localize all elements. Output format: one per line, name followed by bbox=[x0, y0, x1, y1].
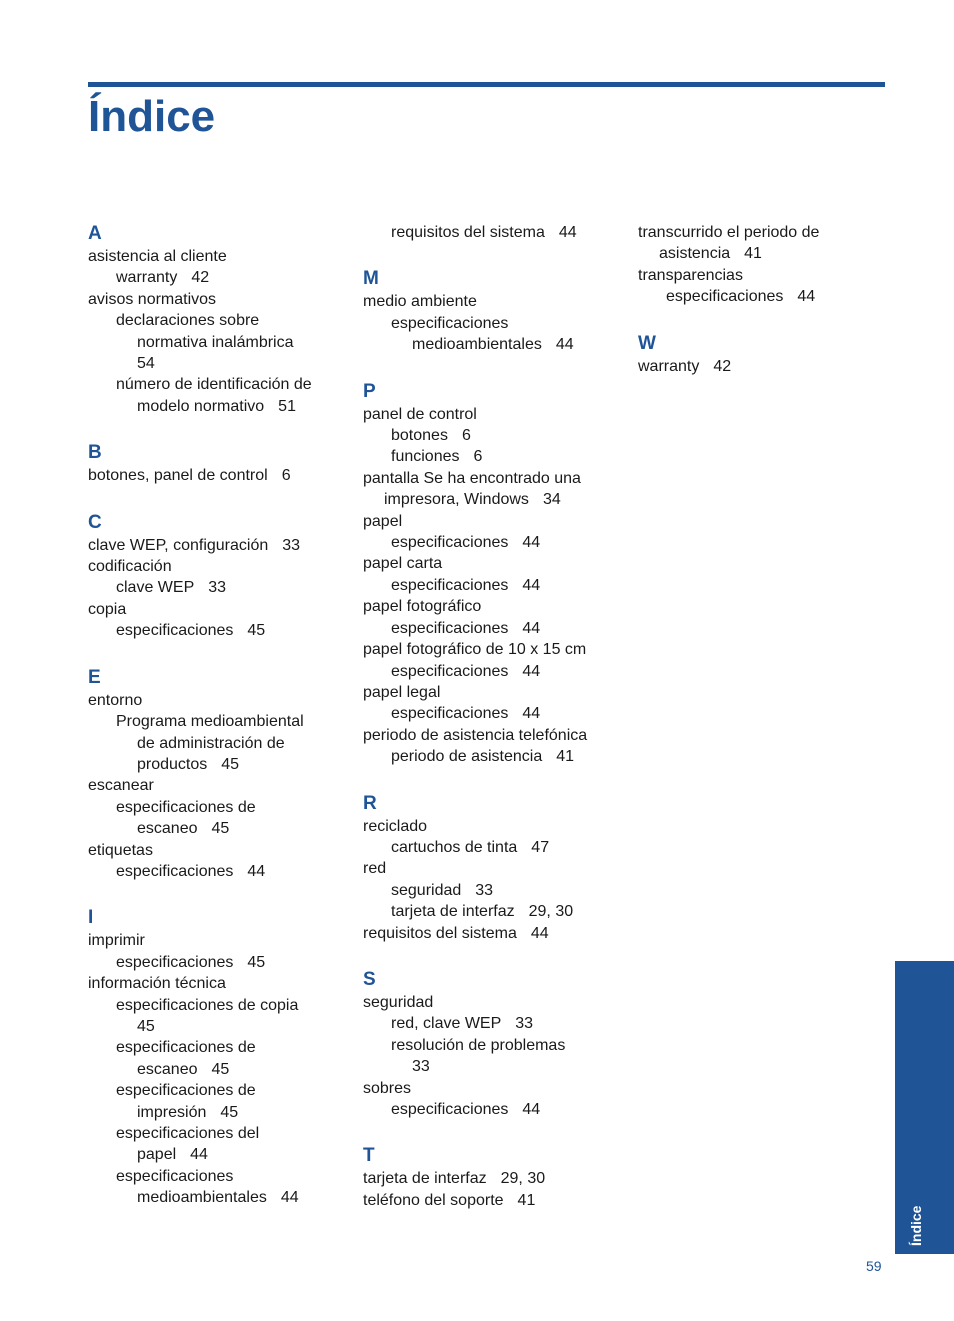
entry-term: papel bbox=[363, 512, 403, 530]
entry-page-ref: 45 bbox=[247, 953, 266, 971]
index-entry bbox=[88, 535, 348, 556]
entry-term: papel legal bbox=[363, 683, 441, 701]
entry-page-ref: 44 bbox=[558, 224, 577, 241]
entry-term: impresora, Windows bbox=[384, 491, 529, 509]
entry-page-ref: 42 bbox=[191, 269, 210, 287]
index-entry bbox=[363, 639, 623, 660]
index-entry bbox=[363, 313, 623, 334]
index-entry bbox=[88, 396, 348, 417]
entry-page-ref: 33 bbox=[282, 536, 301, 554]
entry-page-ref: 6 bbox=[473, 448, 483, 466]
index-entry bbox=[88, 465, 348, 486]
index-entry bbox=[363, 596, 623, 617]
index-entry bbox=[88, 818, 348, 839]
index-entry bbox=[363, 1035, 623, 1056]
index-entry bbox=[363, 661, 623, 682]
index-column-3 bbox=[638, 222, 868, 401]
index-entry bbox=[363, 1099, 623, 1120]
index-entry bbox=[638, 265, 868, 286]
index-entry bbox=[88, 930, 348, 951]
section-letter: M bbox=[363, 268, 379, 290]
index-entry bbox=[363, 222, 623, 243]
index-entry bbox=[363, 746, 623, 767]
index-entry bbox=[638, 286, 868, 307]
index-section bbox=[88, 511, 348, 642]
section-letter: S bbox=[363, 968, 376, 990]
entry-page-ref: 45 bbox=[211, 1060, 230, 1078]
entry-term: requisitos del sistema bbox=[391, 224, 545, 241]
entry-page-ref: 6 bbox=[281, 467, 291, 485]
index-entry bbox=[638, 222, 868, 243]
index-entry bbox=[88, 1080, 348, 1101]
entry-term: papel fotográfico bbox=[363, 598, 482, 616]
section-letter: R bbox=[363, 792, 377, 814]
index-entry bbox=[88, 1102, 348, 1123]
entry-page-ref: 51 bbox=[278, 397, 296, 415]
index-entry bbox=[88, 973, 348, 994]
side-tab-label: Índice bbox=[908, 1205, 924, 1246]
entry-page-ref: 44 bbox=[522, 662, 541, 680]
entry-term: especificaciones de bbox=[116, 1039, 256, 1057]
index-entry bbox=[363, 553, 623, 574]
section-letter: P bbox=[363, 380, 376, 402]
entry-term: seguridad bbox=[363, 993, 434, 1011]
index-entry bbox=[88, 599, 348, 620]
entry-term: número de identificación de bbox=[116, 376, 312, 394]
index-entry bbox=[363, 291, 623, 312]
entry-term: especificaciones bbox=[391, 534, 509, 552]
index-entry bbox=[88, 310, 348, 331]
entry-page-ref: 45 bbox=[221, 755, 240, 773]
index-entry bbox=[363, 489, 623, 510]
index-entry bbox=[88, 1037, 348, 1058]
index-entry bbox=[88, 1123, 348, 1144]
entry-page-ref: 6 bbox=[461, 427, 471, 445]
index-entry bbox=[88, 1016, 348, 1037]
section-letter: T bbox=[363, 1145, 375, 1167]
entry-term: especificaciones bbox=[666, 288, 784, 306]
entry-term: especificaciones bbox=[391, 705, 509, 723]
entry-term: 45 bbox=[137, 1017, 155, 1035]
entry-term: medioambientales bbox=[412, 336, 542, 354]
index-section bbox=[88, 666, 348, 883]
page-title: Índice bbox=[88, 92, 216, 141]
entry-term: medio ambiente bbox=[363, 293, 477, 311]
entry-term: botones, panel de control bbox=[88, 467, 268, 485]
entry-term: imprimir bbox=[88, 932, 145, 950]
page-number: 59 bbox=[866, 1258, 882, 1274]
entry-page-ref: 44 bbox=[530, 924, 549, 942]
index-entry bbox=[88, 690, 348, 711]
entry-term: transparencias bbox=[638, 266, 743, 284]
entry-page-ref: 41 bbox=[517, 1191, 536, 1209]
entry-term: periodo de asistencia bbox=[391, 748, 543, 766]
index-entry bbox=[88, 840, 348, 861]
index-entry bbox=[88, 797, 348, 818]
entry-page-ref: 44 bbox=[522, 1101, 541, 1118]
entry-page-ref: 34 bbox=[542, 491, 561, 509]
entry-term: codificación bbox=[88, 558, 172, 576]
entry-page-ref: 41 bbox=[556, 748, 575, 766]
entry-term: asistencia al cliente bbox=[88, 248, 227, 265]
entry-page-ref: 45 bbox=[247, 622, 266, 640]
entry-term: impresión bbox=[137, 1103, 207, 1121]
index-entry bbox=[363, 858, 623, 879]
index-entry bbox=[363, 404, 623, 425]
entry-term: especificaciones bbox=[391, 662, 509, 680]
entry-term: pantalla Se ha encontrado una bbox=[363, 469, 581, 487]
entry-term: especificaciones del bbox=[116, 1125, 260, 1142]
entry-page-ref: 45 bbox=[211, 820, 230, 838]
index-entry bbox=[363, 511, 623, 532]
index-entry bbox=[363, 901, 623, 922]
entry-term: especificaciones bbox=[116, 622, 234, 640]
entry-term: resolución de problemas bbox=[391, 1036, 566, 1054]
entry-term: modelo normativo bbox=[137, 397, 265, 415]
index-section bbox=[363, 380, 623, 768]
entry-term: warranty bbox=[638, 357, 700, 375]
top-rule bbox=[88, 82, 885, 87]
section-letter: I bbox=[88, 907, 94, 929]
index-entry bbox=[363, 618, 623, 639]
index-entry bbox=[88, 733, 348, 754]
index-section bbox=[363, 222, 623, 243]
entry-term: medioambientales bbox=[137, 1189, 267, 1207]
entry-term: especificaciones bbox=[391, 314, 509, 332]
entry-page-ref: 44 bbox=[522, 534, 541, 552]
index-entry bbox=[88, 861, 348, 882]
entry-term: entorno bbox=[88, 691, 143, 709]
index-entry bbox=[88, 995, 348, 1016]
entry-page-ref: 44 bbox=[280, 1189, 299, 1207]
index-entry bbox=[88, 754, 348, 775]
entry-term: declaraciones sobre bbox=[116, 312, 260, 330]
index-entry bbox=[88, 952, 348, 973]
entry-term: papel bbox=[137, 1146, 177, 1164]
index-entry bbox=[363, 992, 623, 1013]
index-entry bbox=[363, 880, 623, 901]
entry-term: teléfono del soporte bbox=[363, 1191, 504, 1209]
index-entry bbox=[88, 556, 348, 577]
entry-term: copia bbox=[88, 600, 127, 618]
index-section bbox=[88, 441, 348, 486]
entry-page-ref: 44 bbox=[797, 288, 816, 306]
entry-term: especificaciones bbox=[116, 1167, 234, 1185]
entry-term: papel carta bbox=[363, 555, 443, 573]
entry-page-ref: 44 bbox=[522, 576, 541, 594]
entry-term: especificaciones bbox=[391, 619, 509, 637]
index-entry bbox=[363, 725, 623, 746]
index-section bbox=[363, 1144, 623, 1211]
entry-term: productos bbox=[137, 755, 208, 773]
entry-page-ref: 45 bbox=[220, 1103, 239, 1121]
index-entry bbox=[363, 703, 623, 724]
entry-page-ref: 44 bbox=[247, 862, 266, 880]
entry-term: cartuchos de tinta bbox=[391, 838, 518, 856]
index-entry bbox=[88, 374, 348, 395]
entry-page-ref: 44 bbox=[555, 336, 574, 354]
entry-term: transcurrido el periodo de bbox=[638, 224, 820, 241]
index-entry bbox=[363, 468, 623, 489]
entry-term: clave WEP, configuración bbox=[88, 536, 269, 554]
entry-page-ref: 42 bbox=[713, 357, 732, 375]
entry-term: escanear bbox=[88, 777, 154, 795]
side-tab bbox=[895, 961, 954, 1254]
index-entry bbox=[88, 353, 348, 374]
index-entry bbox=[363, 334, 623, 355]
entry-term: escaneo bbox=[137, 1060, 198, 1078]
entry-term: asistencia bbox=[659, 245, 731, 263]
index-entry bbox=[363, 532, 623, 553]
entry-term: especificaciones de bbox=[116, 1082, 256, 1100]
entry-term: sobres bbox=[363, 1079, 412, 1097]
entry-term: tarjeta de interfaz bbox=[391, 903, 515, 921]
entry-term: warranty bbox=[116, 269, 178, 287]
index-entry bbox=[88, 1187, 348, 1208]
entry-term: 54 bbox=[137, 355, 155, 373]
index-entry bbox=[363, 682, 623, 703]
index-column-1 bbox=[88, 222, 348, 1233]
index-entry bbox=[363, 1056, 623, 1077]
section-letter: C bbox=[88, 511, 102, 533]
entry-term: tarjeta de interfaz bbox=[363, 1170, 487, 1188]
index-entry bbox=[363, 575, 623, 596]
index-entry bbox=[88, 332, 348, 353]
index-entry bbox=[88, 620, 348, 641]
entry-term: periodo de asistencia telefónica bbox=[363, 726, 588, 744]
index-section bbox=[638, 332, 868, 377]
index-entry bbox=[88, 1144, 348, 1165]
index-entry bbox=[363, 923, 623, 944]
entry-page-ref: 44 bbox=[522, 705, 541, 723]
entry-term: normativa inalámbrica bbox=[137, 333, 294, 351]
index-entry bbox=[88, 577, 348, 598]
entry-term: seguridad bbox=[391, 881, 462, 899]
entry-term: panel de control bbox=[363, 405, 477, 423]
index-entry bbox=[363, 1168, 623, 1189]
entry-term: botones bbox=[391, 427, 448, 445]
entry-page-ref: 44 bbox=[190, 1146, 208, 1164]
index-section bbox=[363, 792, 623, 944]
index-section bbox=[88, 906, 348, 1208]
section-letter: W bbox=[638, 332, 656, 354]
index-section bbox=[638, 222, 868, 308]
entry-term: escaneo bbox=[137, 820, 198, 838]
index-entry bbox=[638, 243, 868, 264]
index-entry bbox=[363, 1190, 623, 1211]
index-section bbox=[88, 222, 348, 417]
index-entry bbox=[88, 775, 348, 796]
entry-page-ref: 41 bbox=[744, 245, 762, 263]
entry-term: 33 bbox=[412, 1058, 430, 1076]
index-column-2 bbox=[363, 222, 623, 1235]
entry-term: especificaciones bbox=[116, 862, 234, 880]
entry-term: clave WEP bbox=[116, 579, 195, 597]
section-letter: A bbox=[88, 223, 102, 244]
index-entry bbox=[88, 289, 348, 310]
entry-term: especificaciones de copia bbox=[116, 996, 299, 1014]
entry-term: Programa medioambiental bbox=[116, 713, 304, 731]
entry-page-ref: 47 bbox=[531, 838, 550, 856]
index-entry bbox=[88, 711, 348, 732]
index-entry bbox=[363, 837, 623, 858]
index-section bbox=[363, 267, 623, 355]
entry-page-ref: 29, 30 bbox=[528, 903, 574, 921]
index-entry bbox=[88, 267, 348, 288]
entry-term: especificaciones bbox=[116, 953, 234, 971]
section-letter: E bbox=[88, 666, 101, 688]
entry-term: red, clave WEP bbox=[391, 1015, 502, 1033]
entry-page-ref: 33 bbox=[208, 579, 227, 597]
entry-term: reciclado bbox=[363, 817, 428, 835]
entry-term: de administración de bbox=[137, 734, 285, 752]
entry-term: especificaciones de bbox=[116, 798, 256, 816]
entry-page-ref: 33 bbox=[475, 881, 494, 899]
section-letter: B bbox=[88, 442, 102, 464]
entry-term: especificaciones bbox=[391, 576, 509, 594]
entry-term: red bbox=[363, 860, 387, 878]
entry-term: papel fotográfico de 10 x 15 cm bbox=[363, 641, 587, 659]
entry-page-ref: 33 bbox=[515, 1015, 534, 1033]
entry-page-ref: 29, 30 bbox=[500, 1170, 546, 1188]
index-entry bbox=[363, 1078, 623, 1099]
entry-term: especificaciones bbox=[391, 1101, 509, 1118]
index-entry bbox=[88, 1059, 348, 1080]
entry-term: requisitos del sistema bbox=[363, 924, 517, 942]
index-section bbox=[363, 968, 623, 1120]
index-entry bbox=[363, 816, 623, 837]
entry-term: etiquetas bbox=[88, 841, 153, 859]
entry-term: avisos normativos bbox=[88, 290, 217, 308]
index-entry bbox=[363, 446, 623, 467]
index-entry bbox=[88, 1166, 348, 1187]
entry-term: funciones bbox=[391, 448, 460, 466]
index-entry bbox=[363, 1013, 623, 1034]
index-entry bbox=[363, 425, 623, 446]
entry-term: información técnica bbox=[88, 975, 226, 993]
index-entry bbox=[88, 246, 348, 267]
index-entry bbox=[638, 356, 868, 377]
entry-page-ref: 44 bbox=[522, 619, 541, 637]
